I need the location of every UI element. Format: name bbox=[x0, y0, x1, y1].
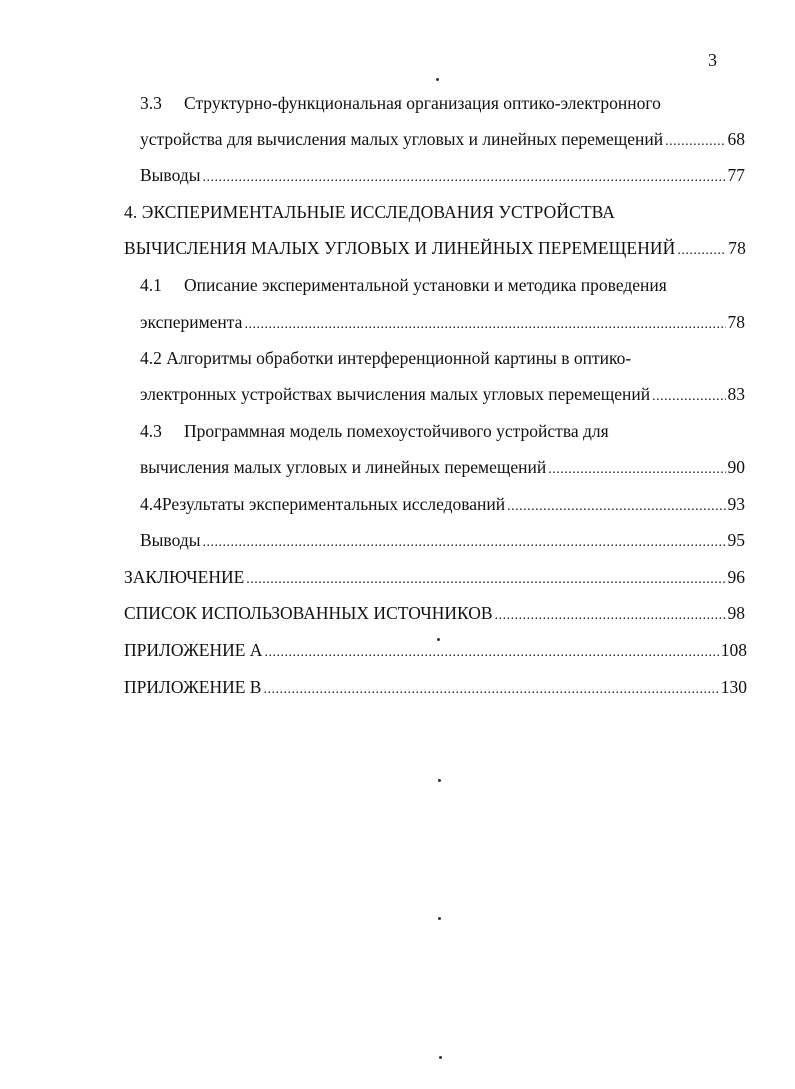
toc-page: 95 bbox=[727, 530, 745, 550]
toc-page: 68 bbox=[727, 129, 745, 149]
toc-text: электронных устройствах вычисления малых угловых перемещений bbox=[140, 384, 651, 404]
scan-speck bbox=[439, 1056, 442, 1059]
dot-leader bbox=[495, 603, 726, 629]
toc-page: 130 bbox=[720, 677, 747, 697]
toc-line-3-3-title bbox=[140, 90, 750, 116]
scan-speck bbox=[438, 779, 441, 782]
toc-text: вычисления малых угловых и линейных перемещений bbox=[140, 457, 547, 477]
toc-text: Структурно-функциональная организация оптико-электронного bbox=[184, 93, 661, 113]
page-number: 3 bbox=[708, 50, 717, 70]
dot-leader bbox=[652, 384, 725, 410]
toc-text: Описание экспериментальной установки и методика проведения bbox=[184, 275, 667, 295]
toc-text: Выводы bbox=[140, 165, 201, 185]
toc-page: 108 bbox=[720, 640, 747, 660]
toc-text: устройства для вычисления малых угловых и линейных перемещений bbox=[140, 129, 664, 149]
toc-number: 4.1 bbox=[140, 275, 162, 295]
dot-leader bbox=[263, 677, 718, 703]
toc-page: 78 bbox=[727, 312, 745, 332]
toc-page: 98 bbox=[727, 603, 745, 623]
toc-line-appendix-a bbox=[124, 637, 747, 663]
toc-page: 77 bbox=[727, 165, 745, 185]
toc-line-3-conclusions bbox=[140, 162, 745, 188]
toc-text: Программная модель помехоустойчивого устройства для bbox=[184, 421, 609, 441]
toc-line-chapter-4 bbox=[124, 235, 746, 261]
toc-text: СПИСОК ИСПОЛЬЗОВАННЫХ ИСТОЧНИКОВ bbox=[124, 603, 493, 623]
dot-leader bbox=[246, 567, 725, 593]
dot-leader bbox=[548, 457, 725, 483]
scan-speck bbox=[438, 917, 441, 920]
toc-line-4-3 bbox=[140, 454, 745, 480]
dot-leader bbox=[264, 640, 718, 666]
toc-text: ПРИЛОЖЕНИЕ А bbox=[124, 640, 263, 660]
toc-page: 93 bbox=[727, 494, 745, 514]
toc-line-3-3 bbox=[140, 126, 745, 152]
toc-text: Результаты экспериментальных исследований bbox=[161, 494, 506, 514]
dot-leader bbox=[244, 312, 725, 338]
toc-page: 90 bbox=[727, 457, 745, 477]
toc-text: ВЫЧИСЛЕНИЯ МАЛЫХ УГЛОВЫХ И ЛИНЕЙНЫХ ПЕРЕМЕЩЕНИЙ bbox=[124, 238, 676, 258]
dot-leader bbox=[202, 165, 725, 191]
toc-text: ЗАКЛЮЧЕНИЕ bbox=[124, 567, 245, 587]
toc-page: 83 bbox=[727, 384, 745, 404]
toc-line-references bbox=[124, 600, 745, 626]
toc-text: 4. ЭКСПЕРИМЕНТАЛЬНЫЕ ИССЛЕДОВАНИЯ УСТРОЙСТВА bbox=[124, 202, 616, 222]
dot-leader bbox=[507, 494, 725, 520]
toc-number: 4.3 bbox=[140, 421, 162, 441]
toc-line-4-4 bbox=[140, 491, 745, 517]
scan-speck bbox=[436, 78, 439, 81]
toc-line-4-2-title bbox=[140, 345, 750, 371]
toc-line-conclusion bbox=[124, 564, 745, 590]
dot-leader bbox=[202, 530, 725, 556]
toc-page: 96 bbox=[727, 567, 745, 587]
toc-line-4-1 bbox=[140, 309, 745, 335]
toc-text: Выводы bbox=[140, 530, 201, 550]
toc-line-4-1-title bbox=[140, 272, 750, 298]
toc-text: эксперимента bbox=[140, 312, 243, 332]
dot-leader bbox=[665, 129, 725, 155]
toc-line-4-3-title bbox=[140, 418, 750, 444]
toc-line-chapter-4-title bbox=[124, 199, 744, 225]
toc-line-4-2 bbox=[140, 381, 745, 407]
toc-line-4-conclusions bbox=[140, 527, 745, 553]
toc-text: ПРИЛОЖЕНИЕ В bbox=[124, 677, 262, 697]
toc-page: 78 bbox=[728, 238, 746, 258]
toc-line-appendix-b bbox=[124, 674, 747, 700]
toc-number: 4.4 bbox=[140, 494, 162, 514]
dot-leader bbox=[677, 238, 726, 264]
toc-number: 3.3 bbox=[140, 93, 162, 113]
toc-text: 4.2 Алгоритмы обработки интерференционной картины в оптико- bbox=[140, 348, 632, 368]
